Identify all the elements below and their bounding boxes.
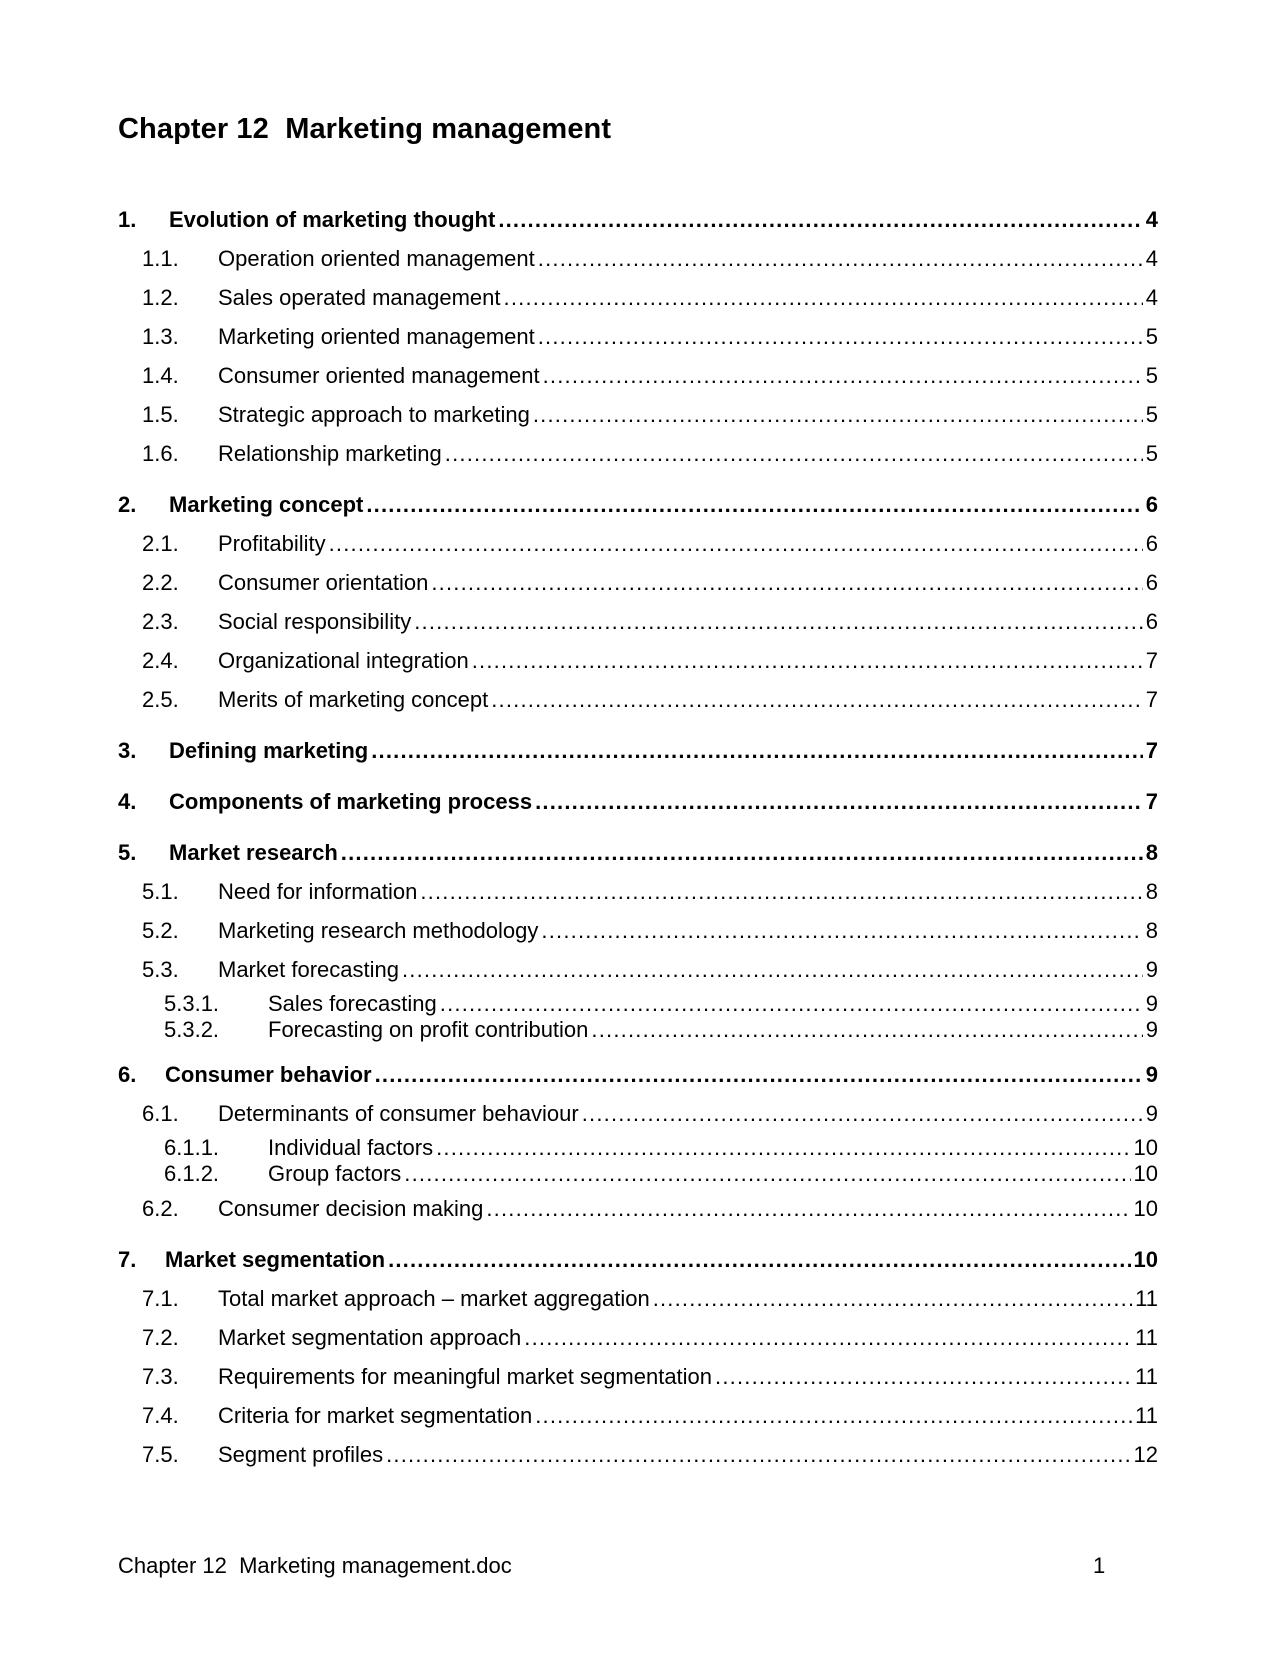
toc-entry-number: 5.3.1. [164,991,220,1016]
toc-entry-title: Relationship marketing [218,441,442,466]
dot-leader [491,680,1143,719]
toc-entry-page: 7 [1145,789,1158,814]
toc-entry-number: 6.1.1. [164,1135,220,1160]
toc-entry-1-6[interactable] [118,434,1158,473]
toc-entry-number: 6.1. [142,1101,179,1126]
toc-entry-title: Evolution of marketing thought [169,207,496,232]
toc-entry-6-1[interactable] [118,1094,1158,1133]
toc-entry-2-1[interactable] [118,524,1158,563]
dot-leader [715,1357,1132,1396]
toc-entry-2-2[interactable] [118,563,1158,602]
dot-leader [524,1318,1132,1357]
toc-entry-number: 2. [118,492,137,517]
toc-entry-title: Individual factors [268,1135,434,1160]
toc-entry-number: 6. [118,1062,137,1087]
toc-entry-title: Profitability [218,531,326,556]
toc-entry-page: 11 [1135,1364,1158,1389]
toc-entry-title: Social responsibility [218,609,412,634]
toc-entry-1-5[interactable] [118,395,1158,434]
toc-entry-title: Merits of marketing concept [218,687,489,712]
toc-entry-title: Components of marketing process [169,789,533,814]
toc-entry-5[interactable] [118,833,1158,872]
dot-leader [533,395,1143,434]
toc-entry-title: Determinants of consumer behaviour [218,1101,579,1126]
toc-entry-5-2[interactable] [118,911,1158,950]
toc-entry-page: 6 [1145,609,1158,634]
toc-entry-2[interactable] [118,485,1158,524]
toc-entry-page: 11 [1135,1403,1158,1428]
toc-entry-1-1[interactable] [118,239,1158,278]
toc-entry-title: Market segmentation [165,1247,386,1272]
toc-entry-title: Consumer oriented management [218,363,540,388]
toc-entry-6[interactable] [118,1055,1158,1094]
toc-entry-5-3[interactable] [118,950,1158,989]
toc-entry-number: 7.1. [142,1286,179,1311]
toc-entry-title: Defining marketing [169,738,369,763]
toc-entry-title: Criteria for market segmentation [218,1403,533,1428]
toc-entry-6-1-1[interactable] [118,1135,1158,1161]
toc-entry-page: 9 [1145,1062,1158,1087]
toc-entry-page: 5 [1145,324,1158,349]
table-of-contents [118,200,1158,1474]
toc-entry-number: 5.2. [142,918,179,943]
toc-entry-title: Consumer orientation [218,570,429,595]
toc-entry-5-3-1[interactable] [118,991,1158,1017]
toc-entry-title: Need for information [218,879,418,904]
toc-entry-number: 7.5. [142,1442,179,1467]
toc-entry-title: Marketing oriented management [218,324,535,349]
toc-entry-page: 4 [1145,207,1158,232]
dot-leader [504,278,1143,317]
toc-entry-number: 1.6. [142,441,179,466]
toc-entry-number: 1.2. [142,285,179,310]
toc-entry-number: 7.4. [142,1403,179,1428]
dot-leader [386,1435,1130,1474]
toc-entry-1-4[interactable] [118,356,1158,395]
toc-entry-number: 4. [118,789,137,814]
toc-entry-page: 8 [1145,918,1158,943]
dot-leader [341,833,1143,872]
toc-entry-title: Total market approach – market aggregation [218,1286,650,1311]
toc-entry-6-2[interactable] [118,1189,1158,1228]
toc-entry-page: 10 [1133,1161,1158,1186]
dot-leader [472,641,1143,680]
toc-entry-title: Requirements for meaningful market segmentation [218,1364,713,1389]
toc-entry-title: Sales operated management [218,285,501,310]
toc-entry-page: 12 [1133,1442,1158,1467]
toc-entry-number: 1.1. [142,246,179,271]
toc-entry-title: Consumer decision making [218,1196,484,1221]
toc-entry-page: 7 [1145,738,1158,763]
toc-entry-7-1[interactable] [118,1279,1158,1318]
toc-entry-page: 6 [1145,531,1158,556]
dot-leader [538,239,1143,278]
toc-entry-page: 6 [1145,492,1158,517]
toc-entry-number: 5. [118,840,137,865]
dot-leader [543,356,1143,395]
toc-entry-page: 5 [1145,441,1158,466]
toc-entry-page: 10 [1133,1196,1158,1221]
toc-entry-number: 7.3. [142,1364,179,1389]
toc-entry-title: Forecasting on profit contribution [268,1017,589,1042]
toc-entry-number: 5.3.2. [164,1017,220,1042]
toc-entry-page: 10 [1133,1247,1158,1272]
dot-leader [535,782,1143,821]
toc-entry-title: Market research [169,840,338,865]
toc-entry-5-3-2[interactable] [118,1017,1158,1043]
dot-leader [445,434,1143,473]
toc-entry-title: Strategic approach to marketing [218,402,530,427]
footer-filename: Chapter 12 Marketing management.doc [118,1553,512,1578]
toc-entry-page: 5 [1145,363,1158,388]
toc-entry-title: Market forecasting [218,957,399,982]
toc-entry-2-5[interactable] [118,680,1158,719]
dot-leader [440,991,1143,1017]
toc-entry-number: 6.1.2. [164,1161,220,1186]
toc-entry-number: 1.5. [142,402,179,427]
page-title: Chapter 12 Marketing management [118,113,612,145]
toc-entry-number: 2.1. [142,531,179,556]
toc-entry-number: 2.5. [142,687,179,712]
dot-leader [591,1017,1142,1043]
toc-entry-title: Segment profiles [218,1442,384,1467]
toc-entry-number: 3. [118,738,137,763]
dot-leader [653,1279,1132,1318]
dot-leader [582,1094,1143,1133]
toc-entry-number: 2.2. [142,570,179,595]
toc-entry-title: Sales forecasting [268,991,437,1016]
dot-leader [371,731,1143,770]
toc-entry-number: 2.3. [142,609,179,634]
toc-entry-page: 8 [1145,879,1158,904]
toc-entry-2-4[interactable] [118,641,1158,680]
toc-entry-page: 6 [1145,570,1158,595]
toc-entry-6-1-2[interactable] [118,1161,1158,1187]
toc-entry-page: 7 [1145,648,1158,673]
toc-entry-number: 7.2. [142,1325,179,1350]
toc-entry-number: 5.3. [142,957,179,982]
dot-leader [538,317,1143,356]
toc-entry-number: 2.4. [142,648,179,673]
toc-entry-page: 9 [1145,1101,1158,1126]
toc-entry-7-4[interactable] [118,1396,1158,1435]
dot-leader [431,563,1142,602]
toc-entry-page: 4 [1145,285,1158,310]
toc-entry-1-3[interactable] [118,317,1158,356]
footer-page-number: 1 [1093,1553,1106,1578]
toc-entry-title: Group factors [268,1161,402,1186]
toc-entry-title: Consumer behavior [165,1062,372,1087]
dot-leader [486,1189,1130,1228]
toc-entry-page: 7 [1145,687,1158,712]
toc-entry-number: 6.2. [142,1196,179,1221]
toc-entry-number: 1. [118,207,137,232]
toc-entry-1-2[interactable] [118,278,1158,317]
dot-leader [541,911,1142,950]
toc-entry-number: 1.3. [142,324,179,349]
toc-entry-page: 11 [1135,1286,1158,1311]
toc-entry-number: 1.4. [142,363,179,388]
toc-entry-number: 5.1. [142,879,179,904]
toc-entry-5-1[interactable] [118,872,1158,911]
dot-leader [375,1055,1143,1094]
dot-leader [402,950,1143,989]
dot-leader [498,200,1142,239]
toc-entry-page: 9 [1145,957,1158,982]
toc-entry-page: 10 [1133,1135,1158,1160]
dot-leader [329,524,1143,563]
dot-leader [414,602,1143,641]
toc-entry-title: Marketing concept [169,492,364,517]
dot-leader [420,872,1142,911]
toc-entry-number: 7. [118,1247,137,1272]
toc-entry-title: Organizational integration [218,648,469,673]
toc-entry-title: Marketing research methodology [218,918,539,943]
toc-entry-page: 9 [1145,991,1158,1016]
toc-entry-4[interactable] [118,782,1158,821]
toc-entry-3[interactable] [118,731,1158,770]
toc-entry-page: 9 [1145,1017,1158,1042]
toc-entry-page: 4 [1145,246,1158,271]
toc-entry-title: Market segmentation approach [218,1325,522,1350]
toc-entry-page: 11 [1135,1325,1158,1350]
toc-entry-page: 5 [1145,402,1158,427]
dot-leader [388,1240,1130,1279]
dot-leader [535,1396,1132,1435]
toc-entry-2-3[interactable] [118,602,1158,641]
toc-entry-7-5[interactable] [118,1435,1158,1474]
toc-entry-page: 8 [1145,840,1158,865]
toc-entry-7-2[interactable] [118,1318,1158,1357]
dot-leader [404,1161,1130,1187]
toc-entry-title: Operation oriented management [218,246,535,271]
dot-leader [366,485,1142,524]
dot-leader [436,1135,1130,1161]
toc-entry-7-3[interactable] [118,1357,1158,1396]
toc-entry-1[interactable] [118,200,1158,239]
toc-entry-7[interactable] [118,1240,1158,1279]
